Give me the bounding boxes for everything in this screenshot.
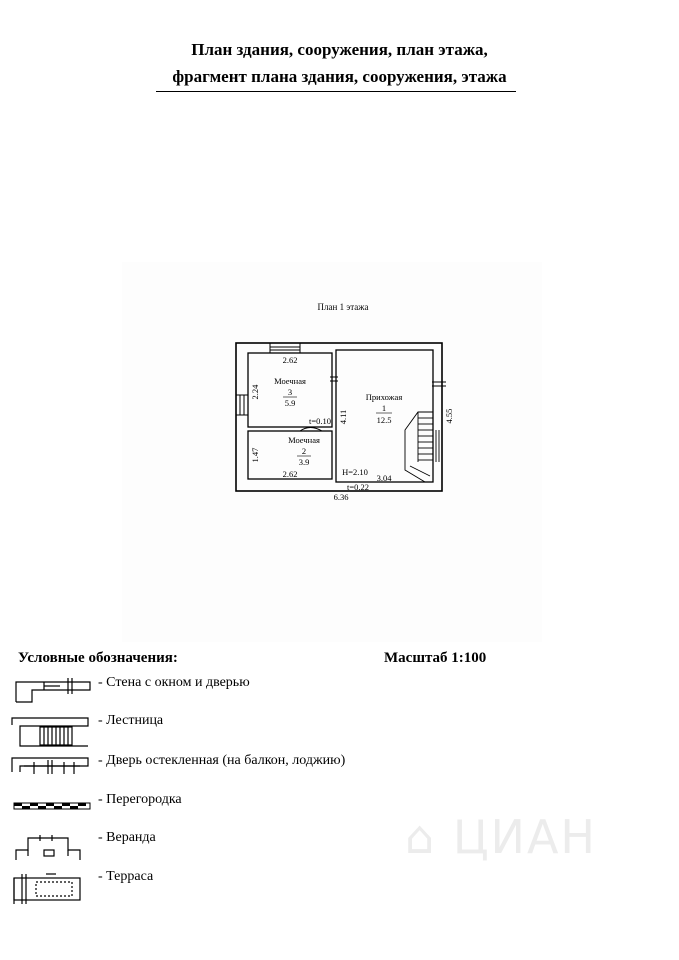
dim-room2-height: 1.47 [250,447,260,463]
document-title-line-2: фрагмент плана здания, сооружения, этажа [172,67,507,86]
room-1-number: 1 [381,403,387,413]
legend-label-wall: - Стена с окном и дверью [98,675,250,690]
legend-heading: Условные обозначения: [18,650,178,666]
veranda-icon [16,835,80,860]
legend-label-glazed-door: - Дверь остекленная (на балкон, лоджию) [98,753,346,768]
glazed-door-icon [12,758,88,774]
legend-label-partition: - Перегородка [98,792,182,807]
legend-label-terrace: - Терраса [98,869,154,884]
room-3-name: Моечная [274,376,306,386]
dim-hall-height: 4.11 [338,409,348,425]
room-3-area: 5.9 [284,398,296,408]
room-3-number: 3 [287,387,293,397]
dim-hall-width: 3.04 [376,473,392,483]
watermark-logo: ⌂ ЦИАН [405,810,598,864]
dim-room3-height: 2.24 [250,384,260,400]
room-1-name: Прихожая [365,392,403,402]
terrace-icon [14,874,80,904]
partition-icon [14,803,90,809]
legend-label-veranda: - Веранда [98,830,156,845]
dim-total-width: 6.36 [333,492,349,502]
wall-window-door-icon [16,678,90,702]
dim-partition: t=0.10 [308,416,332,426]
dim-room2-width: 2.62 [282,469,298,479]
room-2-area: 3.9 [298,457,310,467]
scale-label: Масштаб 1:100 [384,650,487,666]
stairs-icon [12,718,88,746]
plan-caption: План 1 этажа [317,302,369,312]
room-2-number: 2 [301,446,307,456]
legend-label-stairs: - Лестница [98,713,164,728]
dim-wall: t=0.22 [346,482,370,492]
dim-ceiling: H=2.10 [342,467,368,477]
dim-outer-height: 4.55 [444,408,454,424]
document-title-line-1: План здания, сооружения, план этажа, [191,40,488,59]
room-1-area: 12.5 [376,415,392,425]
room-2-name: Моечная [288,435,320,445]
dim-room3-width: 2.62 [282,355,298,365]
